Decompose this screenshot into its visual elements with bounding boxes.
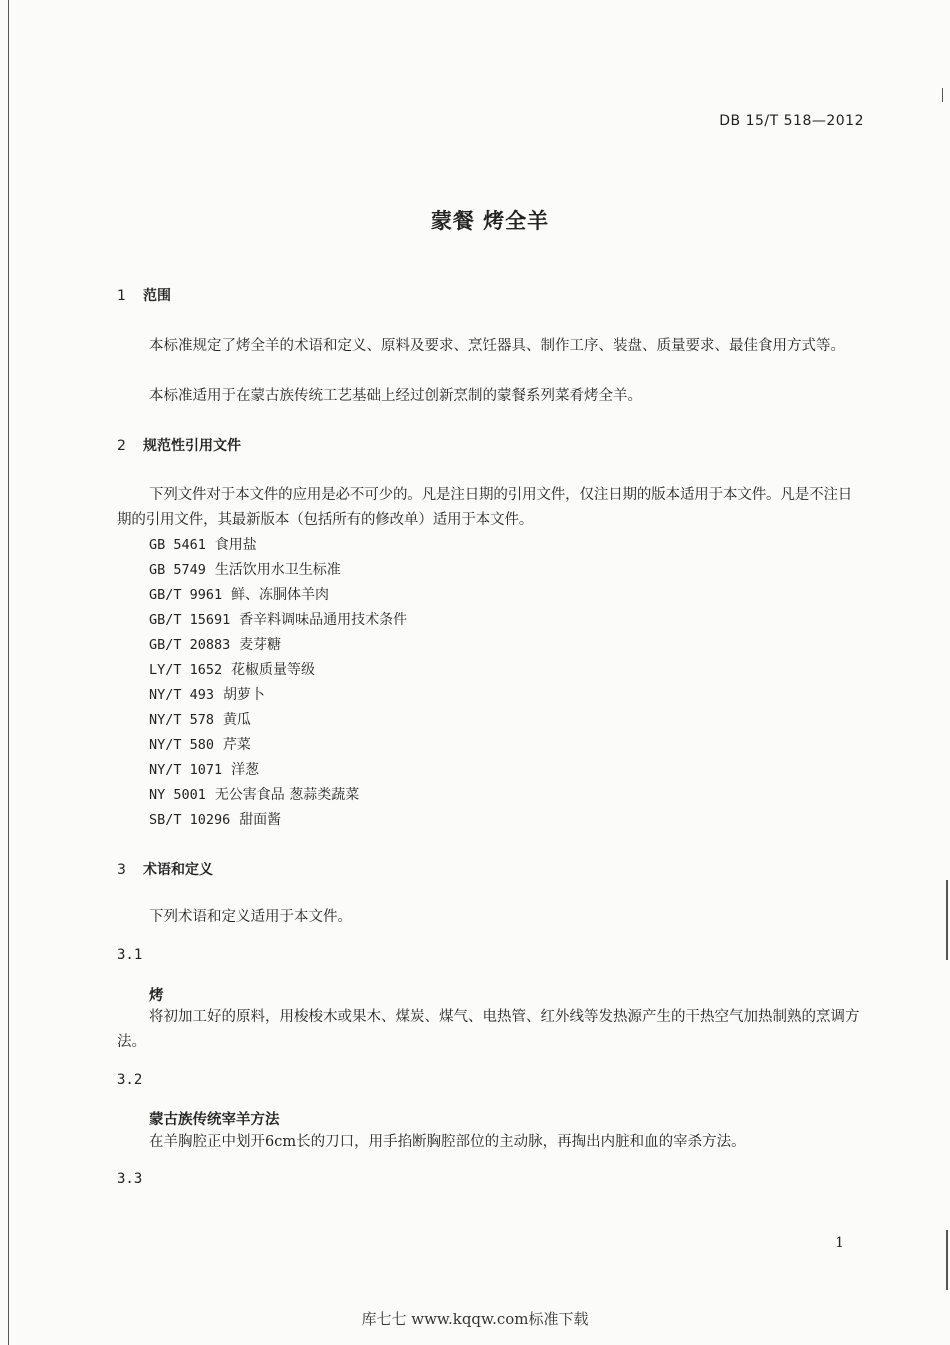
reference-item — [149, 709, 251, 729]
standard-code: DB 15/T 518—2012 — [719, 113, 864, 129]
reference-code: GB/T 20883 — [149, 637, 231, 653]
reference-code: NY/T 580 — [149, 737, 215, 753]
reference-code: GB/T 15691 — [149, 612, 231, 628]
document-title: 蒙餐 烤全羊 — [430, 209, 550, 233]
reference-item — [149, 784, 359, 804]
reference-item — [149, 734, 251, 754]
reference-name: 无公害食品 葱蒜类蔬菜 — [214, 787, 360, 803]
terms-intro: 下列术语和定义适用于本文件。 — [149, 909, 352, 925]
page-number: 1 — [835, 1235, 844, 1251]
reference-code: SB/T 10296 — [149, 812, 231, 828]
reference-code: NY/T 1071 — [149, 762, 223, 778]
reference-name: 鲜、冻胴体羊肉 — [231, 587, 330, 603]
reference-item — [149, 584, 329, 604]
section-number: 1 — [117, 288, 126, 304]
term-definition: 将初加工好的原料，用梭梭木或果木、煤炭、煤气、电热管、红外线等发热源产生的干热空气加热制熟的烹调方法。 — [117, 1009, 860, 1050]
scope-paragraph-1: 本标准规定了烤全羊的术语和定义、原料及要求、烹饪器具、制作工序、装盘、质量要求、最佳食用方式等。 — [149, 338, 845, 354]
scan-edge-mark — [946, 880, 948, 960]
reference-name: 香辛料调味品通用技术条件 — [239, 612, 408, 628]
normative-references-intro: 下列文件对于本文件的应用是必不可少的。凡是注日期的引用文件，仅注日期的版本适用于本文件。凡是不注日期的引用文件，其最新版本（包括所有的修改单）适用于本文件。 — [117, 487, 853, 528]
clause-number: 3.2 — [117, 1072, 143, 1088]
reference-name: 胡萝卜 — [222, 687, 265, 703]
reference-code: NY 5001 — [149, 787, 206, 803]
term-title: 蒙古族传统宰羊方法 — [149, 1112, 280, 1128]
reference-item — [149, 809, 281, 829]
section-1-heading — [117, 285, 171, 305]
footer-watermark: 库七七 www.kqqw.com标准下载 — [361, 1310, 589, 1328]
section-2-heading — [117, 435, 241, 455]
reference-name: 甜面酱 — [239, 812, 282, 828]
section-title: 范围 — [143, 288, 171, 304]
reference-name: 生活饮用水卫生标准 — [214, 562, 341, 578]
scan-edge-line — [8, 0, 9, 1345]
reference-name: 黄瓜 — [222, 712, 251, 728]
section-title: 术语和定义 — [143, 862, 213, 878]
section-3-heading — [117, 859, 213, 879]
reference-item — [149, 634, 281, 654]
term-definition: 在羊胸腔正中划开6cm长的刀口，用手掐断胸腔部位的主动脉，再掏出内脏和血的宰杀方法。 — [149, 1134, 746, 1150]
reference-item — [149, 684, 265, 704]
reference-name: 芹菜 — [222, 737, 251, 753]
scan-edge-mark — [946, 1230, 948, 1290]
reference-item — [149, 759, 259, 779]
reference-item — [149, 559, 341, 579]
section-number: 3 — [117, 862, 126, 878]
reference-code: NY/T 578 — [149, 712, 215, 728]
reference-name: 食用盐 — [214, 537, 257, 553]
reference-name: 洋葱 — [231, 762, 260, 778]
reference-name: 麦芽糖 — [239, 637, 282, 653]
reference-code: LY/T 1652 — [149, 662, 223, 678]
section-title: 规范性引用文件 — [143, 438, 241, 454]
clause-number: 3.3 — [117, 1171, 143, 1187]
reference-item — [149, 659, 315, 679]
reference-name: 花椒质量等级 — [231, 662, 316, 678]
reference-code: GB 5461 — [149, 537, 206, 553]
scan-edge-mark — [942, 88, 943, 102]
reference-code: GB 5749 — [149, 562, 206, 578]
scope-paragraph-2: 本标准适用于在蒙古族传统工艺基础上经过创新烹制的蒙餐系列菜肴烤全羊。 — [149, 388, 642, 404]
reference-item — [149, 534, 257, 554]
reference-code: NY/T 493 — [149, 687, 215, 703]
term-title: 烤 — [149, 988, 164, 1004]
reference-item — [149, 609, 407, 629]
reference-code: GB/T 9961 — [149, 587, 223, 603]
clause-number: 3.1 — [117, 947, 143, 963]
section-number: 2 — [117, 438, 126, 454]
